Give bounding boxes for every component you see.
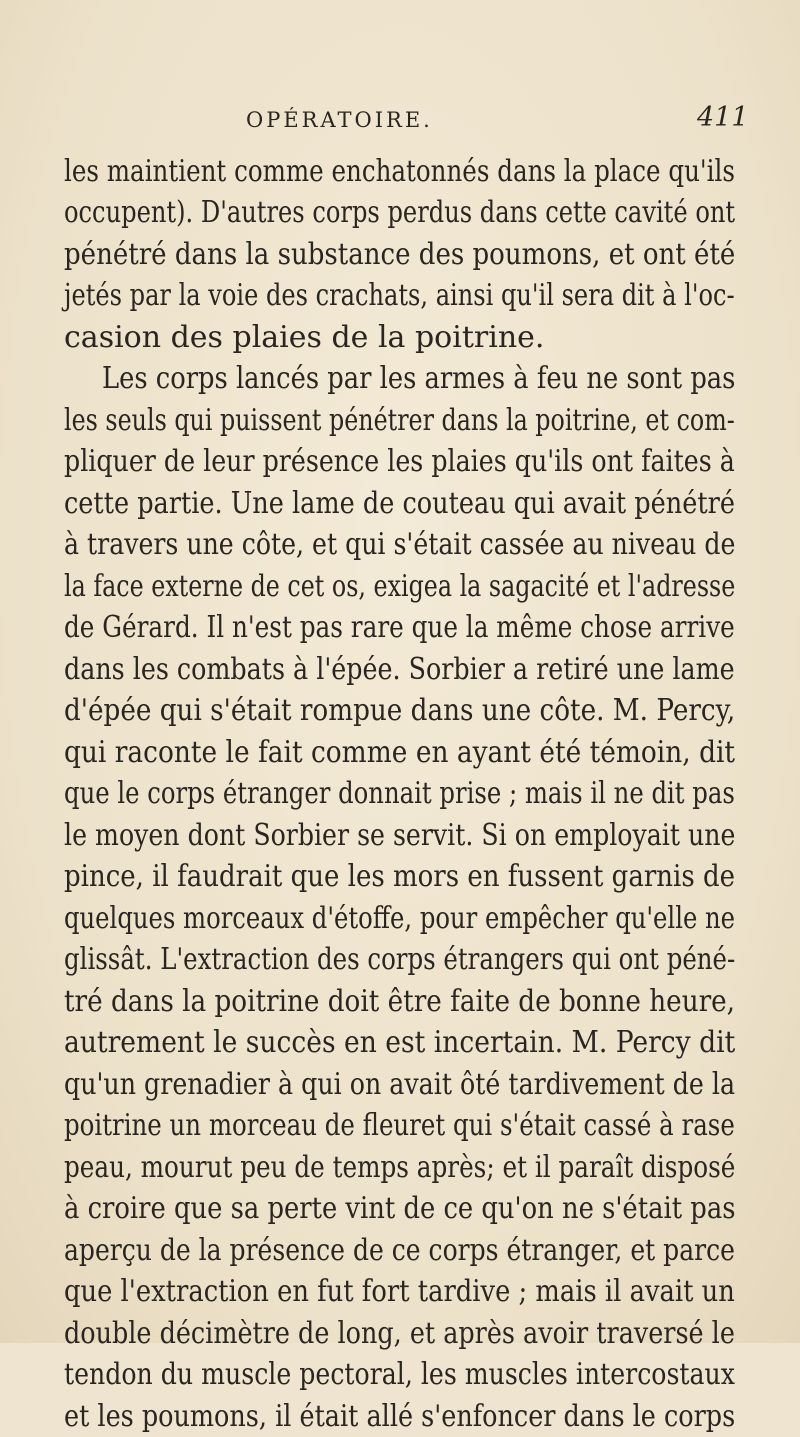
page-header — [0, 100, 800, 140]
text-line: peau, mourut peu de temps après; et il paraît disposé — [64, 1150, 736, 1185]
text-line: double décimètre de long, et après avoir traversé le — [64, 1316, 735, 1351]
text-line: à travers une côte, et qui s'était cassée au niveau de — [64, 527, 736, 562]
text-line: aperçu de la présence de ce corps étranger, et parce — [64, 1233, 735, 1268]
text-line: tré dans la poitrine doit être faite de bonne heure, — [64, 984, 736, 1019]
text-line: casion des plaies de la poitrine. — [64, 320, 545, 355]
text-line: poitrine un morceau de fleuret qui s'était cassé à rase — [64, 1108, 735, 1143]
page-number: 411 — [697, 102, 749, 133]
running-title: OPÉRATOIRE. — [246, 108, 433, 132]
text-line: le moyen dont Sorbier se servit. Si on employait une — [64, 818, 736, 853]
text-line: tendon du muscle pectoral, les muscles intercostaux — [64, 1357, 735, 1392]
text-line: que l'extraction en fut fort tardive ; mais il avait un — [64, 1274, 735, 1309]
text-line: pliquer de leur présence les plaies qu'ils ont faites à — [64, 444, 735, 479]
text-line: à croire que sa perte vint de ce qu'on ne s'était pas — [64, 1191, 736, 1226]
text-line: quelques morceaux d'étoffe, pour empêcher qu'elle ne — [64, 901, 736, 936]
text-line: qui raconte le fait comme en ayant été témoin, dit — [64, 735, 736, 770]
text-line: pénétré dans la substance des poumons, et ont été — [64, 237, 736, 272]
text-line: dans les combats à l'épée. Sorbier a retiré une lame — [64, 652, 735, 687]
text-line: d'épée qui s'était rompue dans une côte. M. Percy, — [64, 693, 736, 728]
text-line: les seuls qui puissent pénétrer dans la poitrine, et com- — [64, 403, 735, 438]
text-line: les maintient comme enchatonnés dans la place qu'ils — [64, 154, 735, 189]
text-line: la face externe de cet os, exigea la sagacité et l'adresse — [64, 569, 736, 604]
text-line: que le corps étranger donnait prise ; mais il ne dit pas — [64, 776, 735, 811]
text-line: cette partie. Une lame de couteau qui avait pénétré — [64, 486, 735, 521]
text-line: Les corps lancés par les armes à feu ne sont pas — [102, 361, 736, 396]
text-line: jetés par la voie des crachats, ainsi qu'il sera dit à l'oc- — [64, 278, 735, 313]
text-line: occupent). D'autres corps perdus dans cette cavité ont — [64, 195, 736, 230]
text-line: de Gérard. Il n'est pas rare que la même chose arrive — [64, 610, 735, 645]
text-line: autrement le succès en est incertain. M. Percy dit — [64, 1025, 736, 1060]
text-line: et les poumons, il était allé s'enfoncer dans le corps — [64, 1399, 736, 1434]
text-line: qu'un grenadier à qui on avait ôté tardivement de la — [64, 1067, 736, 1102]
text-line: pince, il faudrait que les mors en fussent garnis de — [64, 859, 735, 894]
text-line: glissât. L'extraction des corps étrangers qui ont péné- — [64, 942, 736, 977]
